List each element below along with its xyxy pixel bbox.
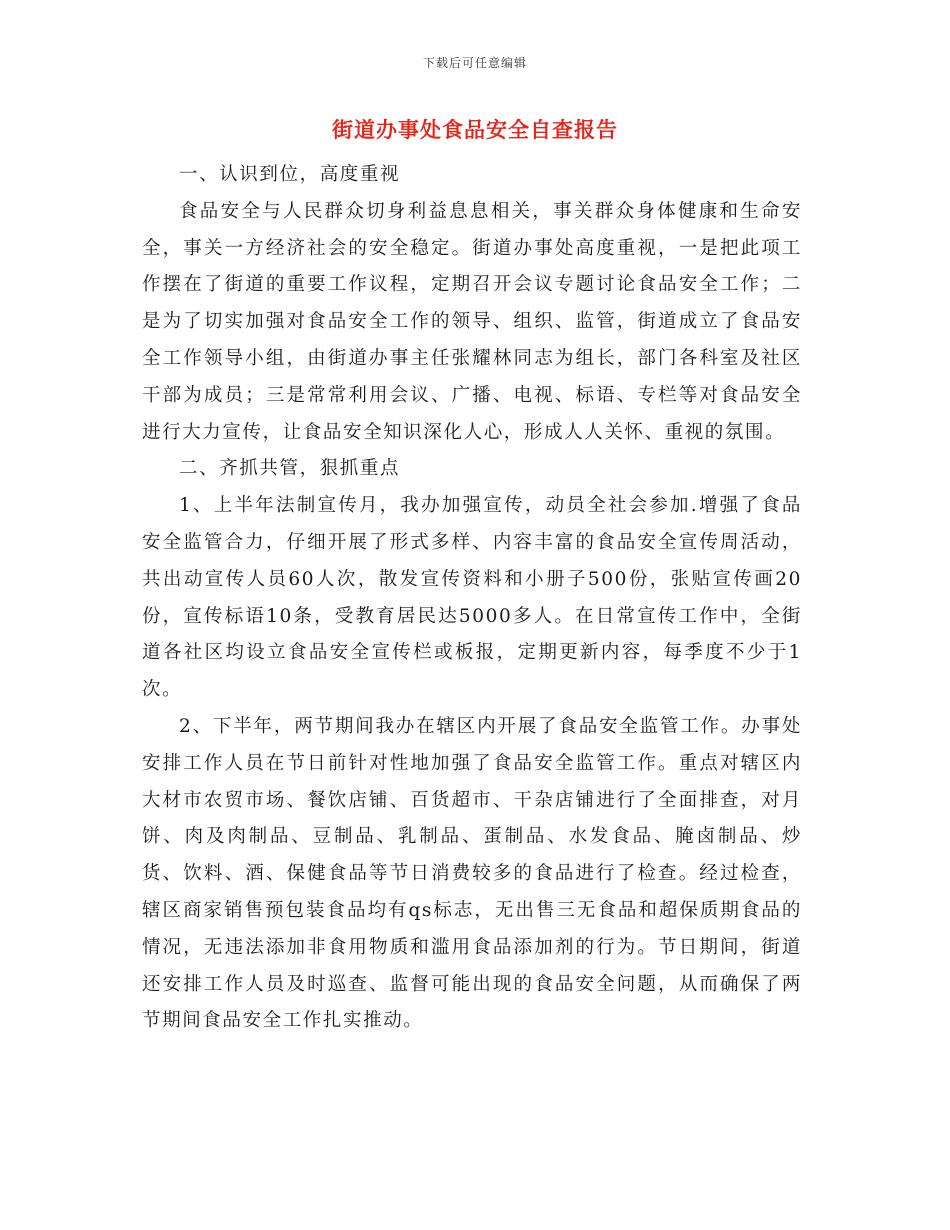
header-note: 下载后可任意编辑 <box>422 56 527 70</box>
paragraph-first-half: 1、上半年法制宣传月，我办加强宣传，动员全社会参加.增强了食品安全监管合力，仔细开展了形式多样、内容丰富的食品安全宣传周活动，共出动宣传人员60人次，散发宣传资料和小册子500份，张贴宣传画20份，宣传标语10条，受教育居民达5000多人。在日常宣传工作中，全街道各社区均设立食品安全宣传栏或板报，定期更新内容，每季度不少于1次。 <box>142 495 802 701</box>
section-heading-2: 二、齐抓共管，狠抓重点 <box>179 458 401 480</box>
document-body <box>142 157 802 1040</box>
paragraph-awareness: 食品安全与人民群众切身利益息息相关，事关群众身体健康和生命安全，事关一方经济社会的安全稳定。街道办事处高度重视，一是把此项工作摆在了街道的重要工作议程，定期召开会议专题讨论食品安全工作；二是为了切实加强对食品安全工作的领导、组织、监管，街道成立了食品安全工作领导小组，由街道办事主任张耀林同志为组长，部门各科室及社区干部为成员；三是常常利用会议、广播、电视、标语、专栏等对食品安全进行大力宣传，让食品安全知识深化人心，形成人人关怀、重视的氛围。 <box>142 200 802 443</box>
document-title: 街道办事处食品安全自查报告 <box>332 117 618 142</box>
paragraph-second-half: 2、下半年，两节期间我办在辖区内开展了食品安全监管工作。办事处安排工作人员在节日前针对性地加强了食品安全监管工作。重点对辖区内大材市农贸市场、餐饮店铺、百货超市、干杂店铺进行了全面排查，对月饼、肉及肉制品、豆制品、乳制品、蛋制品、水发食品、腌卤制品、炒货、饮料、酒、保健食品等节日消费较多的食品进行了检查。经过检查，辖区商家销售预包装食品均有qs标志，无出售三无食品和超保质期食品的情况，无违法添加非食用物质和滥用食品添加剂的行为。节日期间，街道还安排工作人员及时巡查、监督可能出现的食品安全问题，从而确保了两节期间食品安全工作扎实推动。 <box>142 715 802 1032</box>
section-heading-1: 一、认识到位，高度重视 <box>179 164 401 185</box>
